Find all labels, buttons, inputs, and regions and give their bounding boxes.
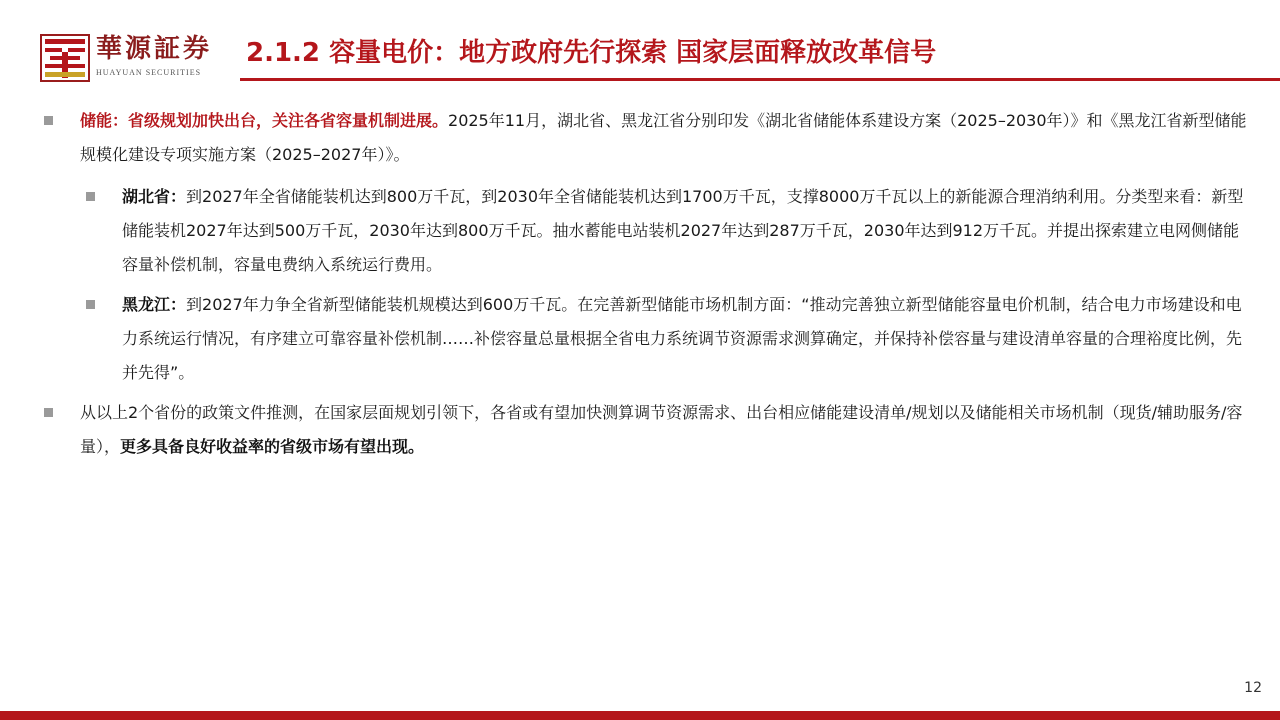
bullet-inference bbox=[80, 396, 1250, 464]
bullet-text: 2025年11月，湖北省、黑龙江省分别印发《湖北省储能体系建设方案（2025–2030年）》和《黑龙江省新型储能规模化建设专项实施方案（2025–2027年）》。 bbox=[80, 111, 1247, 164]
square-bullet-icon bbox=[86, 300, 95, 309]
slide-header bbox=[0, 0, 1280, 84]
brand-name-en: HUAYUAN SECURITIES bbox=[96, 68, 202, 77]
slide-title: 2.1.2 容量电价：地方政府先行探索 国家层面释放改革信号 bbox=[246, 38, 937, 68]
brand-name-cn: 華源証券 bbox=[96, 34, 213, 64]
bullet-heilongjiang bbox=[122, 288, 1252, 390]
square-bullet-icon bbox=[44, 408, 53, 417]
bullet-conclusion: 更多具备良好收益率的省级市场有望出现。 bbox=[120, 437, 425, 456]
bullet-text: 到2027年力争全省新型储能装机规模达到600万千瓦。在完善新型储能市场机制方面：“推动完善独立新型储能容量电价机制，结合电力市场建设和电力系统运行情况，有序建立可靠容量补偿机制……补偿容量总量根据全省电力系统调节资源需求测算确定，并保持补偿容量与建设清单容量的合理裕度比例，先并先得”。 bbox=[122, 295, 1243, 382]
bullet-hubei bbox=[122, 180, 1252, 282]
square-bullet-icon bbox=[44, 116, 53, 125]
title-underline bbox=[240, 78, 1280, 81]
huayuan-logo-icon bbox=[40, 34, 90, 82]
bullet-text: 从以上2个省份的政策文件推测，在国家层面规划引领下，各省或有望加快测算调节资源需求、出台相应储能建设清单/规划以及储能相关市场机制（现货/辅助服务/容量）， bbox=[80, 403, 1243, 456]
bullet-lead: 黑龙江： bbox=[122, 295, 187, 314]
bullet-lead: 储能：省级规划加快出台，关注各省容量机制进展。 bbox=[80, 111, 449, 130]
square-bullet-icon bbox=[86, 192, 95, 201]
footer-bar bbox=[0, 711, 1280, 720]
bullet-storage-planning bbox=[80, 104, 1250, 172]
bullet-text: 到2027年全省储能装机达到800万千瓦，到2030年全省储能装机达到1700万千瓦，支撑8000万千瓦以上的新能源合理消纳利用。分类型来看：新型储能装机2027年达到500万千瓦，2030年达到800万千瓦。抽水蓄能电站装机2027年达到287万千瓦，2030年达到912万千瓦。并提出探索建立电网侧储能容量补偿机制，容量电费纳入系统运行费用。 bbox=[122, 187, 1244, 274]
page-number: 12 bbox=[1244, 680, 1262, 696]
bullet-lead: 湖北省： bbox=[122, 187, 187, 206]
brand-block bbox=[96, 34, 236, 78]
